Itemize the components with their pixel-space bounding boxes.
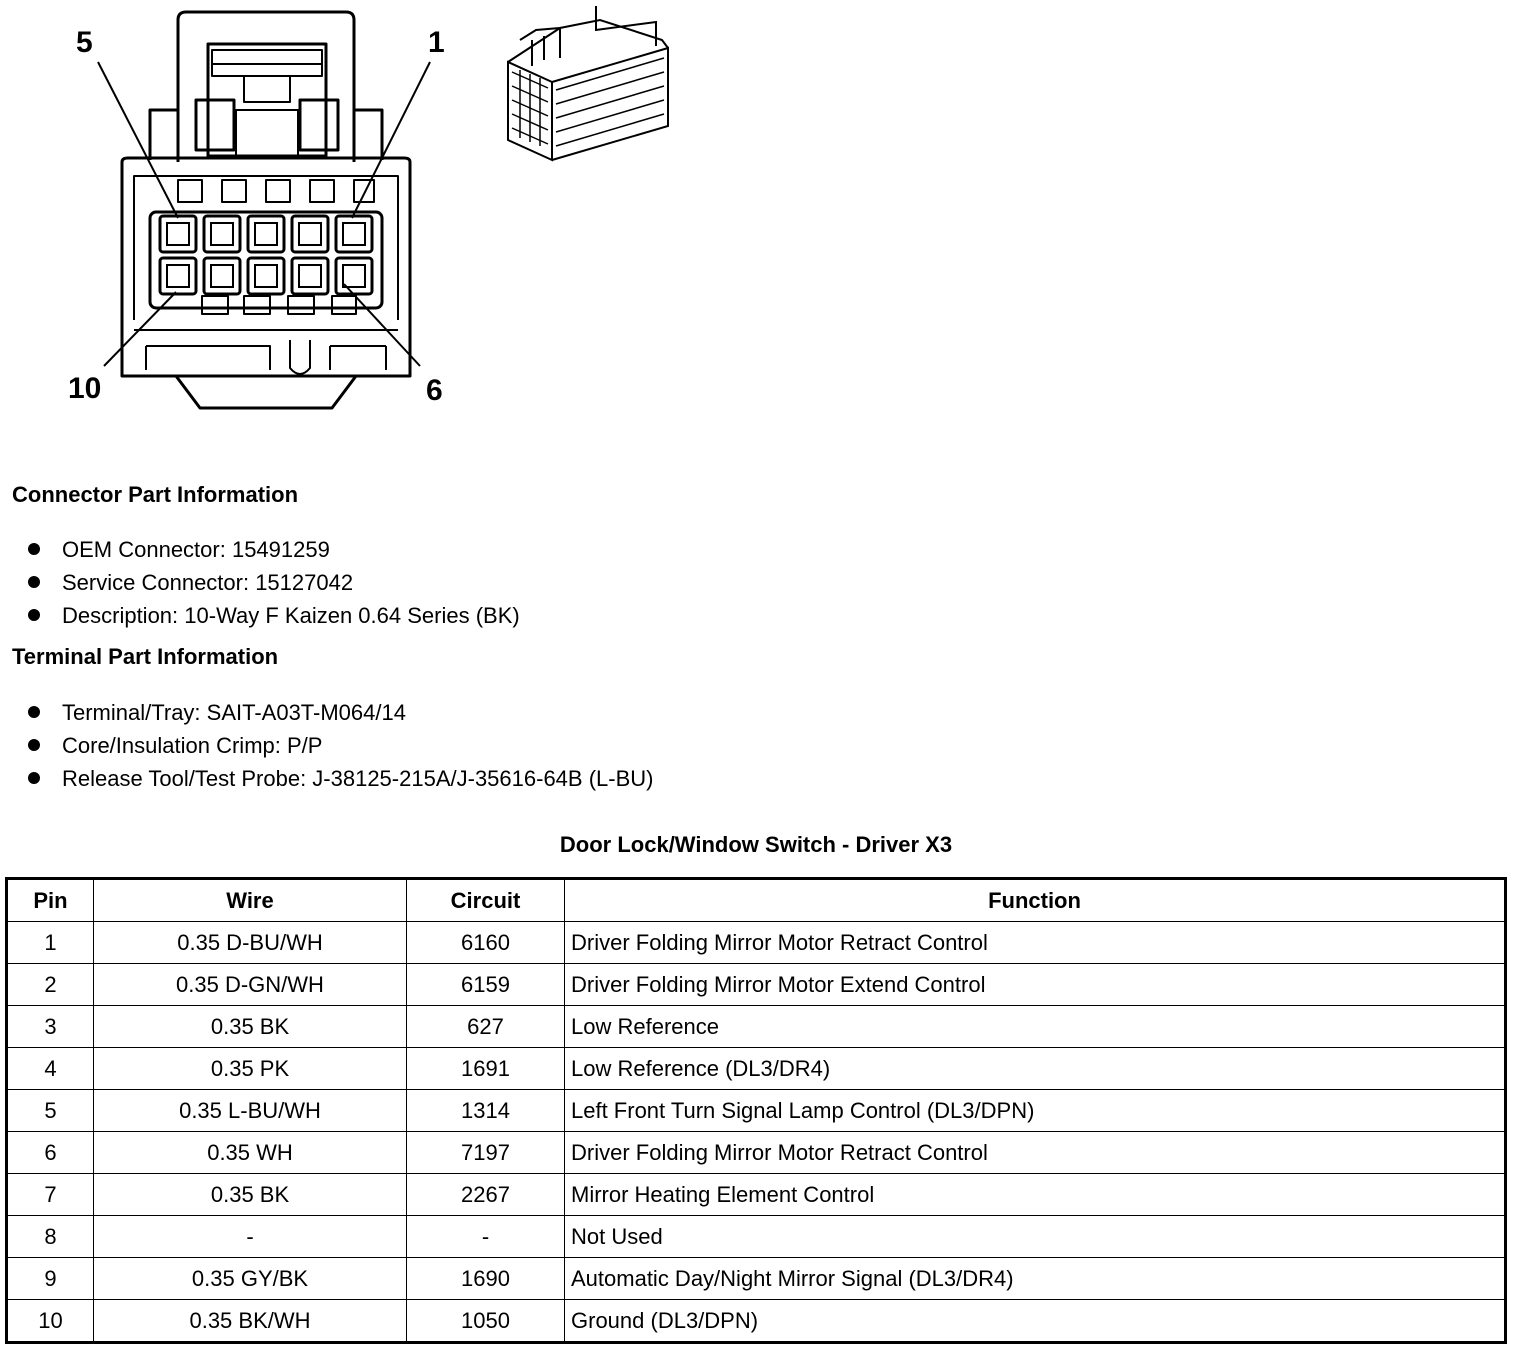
- cell-function: Low Reference: [565, 1006, 1506, 1048]
- cell-wire: 0.35 PK: [94, 1048, 407, 1090]
- connector-diagram: [0, 0, 720, 430]
- bullet-icon: [28, 576, 40, 588]
- terminal-part-info-list: [28, 696, 653, 795]
- column-header-pin: Pin: [7, 879, 94, 922]
- cell-function: Low Reference (DL3/DR4): [565, 1048, 1506, 1090]
- cell-pin: 4: [7, 1048, 94, 1090]
- pin-label-6: 6: [426, 374, 443, 407]
- list-item: [28, 533, 520, 566]
- table-header-row: [7, 879, 1506, 922]
- cell-wire: 0.35 L-BU/WH: [94, 1090, 407, 1132]
- bullet-icon: [28, 609, 40, 621]
- connector-part-info-list: [28, 533, 520, 632]
- connector-part-info-heading: Connector Part Information: [12, 482, 299, 507]
- cell-circuit: 1050: [407, 1300, 565, 1343]
- cell-pin: 9: [7, 1258, 94, 1300]
- cell-pin: 2: [7, 964, 94, 1006]
- cell-wire: -: [94, 1216, 407, 1258]
- cell-circuit: 6160: [407, 922, 565, 964]
- cell-function: Driver Folding Mirror Motor Retract Control: [565, 922, 1506, 964]
- table-row: [7, 1174, 1506, 1216]
- terminal-part-info-heading: Terminal Part Information: [12, 644, 279, 669]
- connector-isometric-icon: [508, 6, 668, 160]
- cell-circuit: -: [407, 1216, 565, 1258]
- bullet-icon: [28, 772, 40, 784]
- pin-label-5: 5: [76, 26, 93, 59]
- list-item-text: OEM Connector: 15491259: [62, 537, 330, 562]
- list-item: [28, 762, 653, 795]
- cell-function: Driver Folding Mirror Motor Extend Control: [565, 964, 1506, 1006]
- table-row: [7, 1216, 1506, 1258]
- list-item: [28, 696, 653, 729]
- table-row: [7, 1006, 1506, 1048]
- cell-circuit: 7197: [407, 1132, 565, 1174]
- column-header-function: Function: [565, 879, 1506, 922]
- list-item: [28, 599, 520, 632]
- cell-wire: 0.35 D-BU/WH: [94, 922, 407, 964]
- table-row: [7, 1048, 1506, 1090]
- cell-circuit: 1314: [407, 1090, 565, 1132]
- table-row: [7, 1300, 1506, 1343]
- cell-pin: 10: [7, 1300, 94, 1343]
- cell-wire: 0.35 D-GN/WH: [94, 964, 407, 1006]
- list-item-text: Core/Insulation Crimp: P/P: [62, 733, 323, 758]
- bullet-icon: [28, 739, 40, 751]
- cell-wire: 0.35 BK: [94, 1174, 407, 1216]
- cell-function: Left Front Turn Signal Lamp Control (DL3/DPN): [565, 1090, 1506, 1132]
- list-item-text: Terminal/Tray: SAIT-A03T-M064/14: [62, 700, 406, 725]
- column-header-wire: Wire: [94, 879, 407, 922]
- cell-pin: 7: [7, 1174, 94, 1216]
- cell-function: Driver Folding Mirror Motor Retract Control: [565, 1132, 1506, 1174]
- list-item-text: Service Connector: 15127042: [62, 570, 354, 595]
- cell-function: Mirror Heating Element Control: [565, 1174, 1506, 1216]
- cell-circuit: 6159: [407, 964, 565, 1006]
- cell-pin: 6: [7, 1132, 94, 1174]
- cell-circuit: 1690: [407, 1258, 565, 1300]
- pinout-table: [5, 877, 1507, 1344]
- table-row: [7, 964, 1506, 1006]
- pin-label-1: 1: [428, 26, 445, 59]
- bullet-icon: [28, 543, 40, 555]
- cell-circuit: 627: [407, 1006, 565, 1048]
- cell-circuit: 1691: [407, 1048, 565, 1090]
- table-row: [7, 922, 1506, 964]
- cell-wire: 0.35 GY/BK: [94, 1258, 407, 1300]
- table-row: [7, 1090, 1506, 1132]
- column-header-circuit: Circuit: [407, 879, 565, 922]
- cell-wire: 0.35 BK: [94, 1006, 407, 1048]
- cell-wire: 0.35 WH: [94, 1132, 407, 1174]
- cell-function: Ground (DL3/DPN): [565, 1300, 1506, 1343]
- bullet-icon: [28, 706, 40, 718]
- table-row: [7, 1132, 1506, 1174]
- cell-function: Automatic Day/Night Mirror Signal (DL3/DR4): [565, 1258, 1506, 1300]
- list-item: [28, 566, 520, 599]
- cell-function: Not Used: [565, 1216, 1506, 1258]
- cell-wire: 0.35 BK/WH: [94, 1300, 407, 1343]
- list-item-text: Release Tool/Test Probe: J-38125-215A/J-35616-64B (L-BU): [62, 766, 654, 791]
- cell-pin: 3: [7, 1006, 94, 1048]
- cell-pin: 5: [7, 1090, 94, 1132]
- table-row: [7, 1258, 1506, 1300]
- list-item: [28, 729, 653, 762]
- pin-label-10: 10: [68, 372, 102, 405]
- list-item-text: Description: 10-Way F Kaizen 0.64 Series (BK): [62, 603, 520, 628]
- table-title: Door Lock/Window Switch - Driver X3: [559, 832, 953, 857]
- cell-pin: 1: [7, 922, 94, 964]
- cell-circuit: 2267: [407, 1174, 565, 1216]
- cell-pin: 8: [7, 1216, 94, 1258]
